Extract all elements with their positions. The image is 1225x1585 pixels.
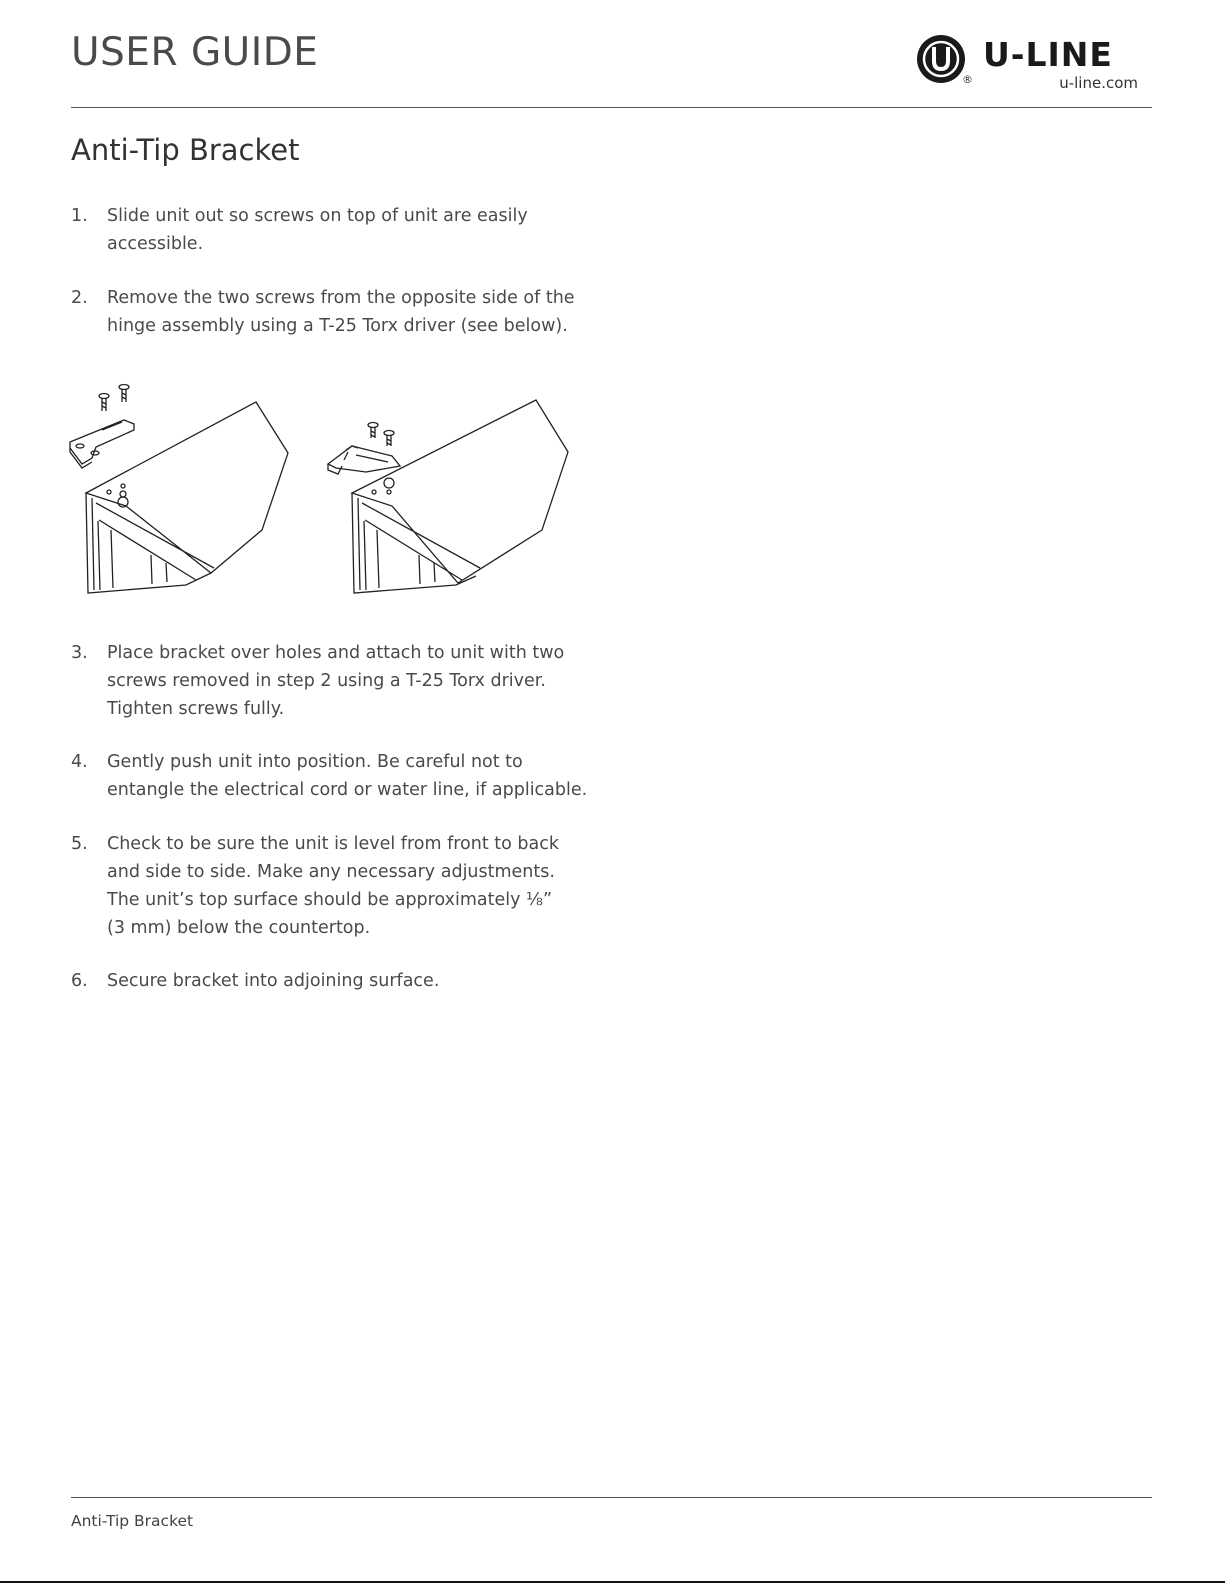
- page-title: USER GUIDE: [71, 30, 319, 75]
- header-divider: [71, 107, 1152, 108]
- step-text: Slide unit out so screws on top of unit are easily accessible.: [107, 206, 528, 254]
- brand-name: U-LINE: [983, 35, 1113, 74]
- step-item: [71, 967, 591, 995]
- u-line-logo-icon: [915, 33, 967, 85]
- registered-mark: ®: [962, 73, 973, 86]
- brand-logo[interactable]: [915, 33, 1155, 93]
- step-item: [71, 639, 591, 723]
- footer-section-label: Anti-Tip Bracket: [71, 1512, 194, 1530]
- step-item: [71, 284, 591, 340]
- section-title: Anti-Tip Bracket: [71, 133, 300, 167]
- step-number: 2.: [71, 288, 88, 308]
- step-text: Place bracket over holes and attach to unit with two screws removed in step 2 using a T-25 Torx driver. Tighten screws fully.: [107, 643, 565, 719]
- unit-before-illustration: [70, 385, 288, 594]
- step-item: [71, 202, 591, 258]
- step-text: Secure bracket into adjoining surface.: [107, 971, 440, 991]
- brand-url[interactable]: u-line.com: [1059, 74, 1138, 92]
- step-number: 4.: [71, 752, 88, 772]
- step-item: [71, 830, 591, 942]
- step-number: 1.: [71, 206, 88, 226]
- step-item: [71, 748, 591, 804]
- step-text: Remove the two screws from the opposite side of the hinge assembly using a T-25 Torx driver (see below).: [107, 288, 575, 336]
- step-number: 6.: [71, 971, 88, 991]
- unit-after-illustration: [328, 400, 568, 593]
- bracket-installation-illustration: [66, 380, 586, 605]
- step-number: 3.: [71, 643, 88, 663]
- step-text: Gently push unit into position. Be careful not to entangle the electrical cord or water line, if applicable.: [107, 752, 588, 800]
- step-number: 5.: [71, 834, 88, 854]
- page-bottom-edge: [0, 1581, 1225, 1583]
- footer-divider: [71, 1497, 1152, 1498]
- step-text: Check to be sure the unit is level from front to back and side to side. Make any necessary adjustments. The unit’s top surface should be approximately ⅛” (3 mm) below the countertop.: [107, 834, 559, 938]
